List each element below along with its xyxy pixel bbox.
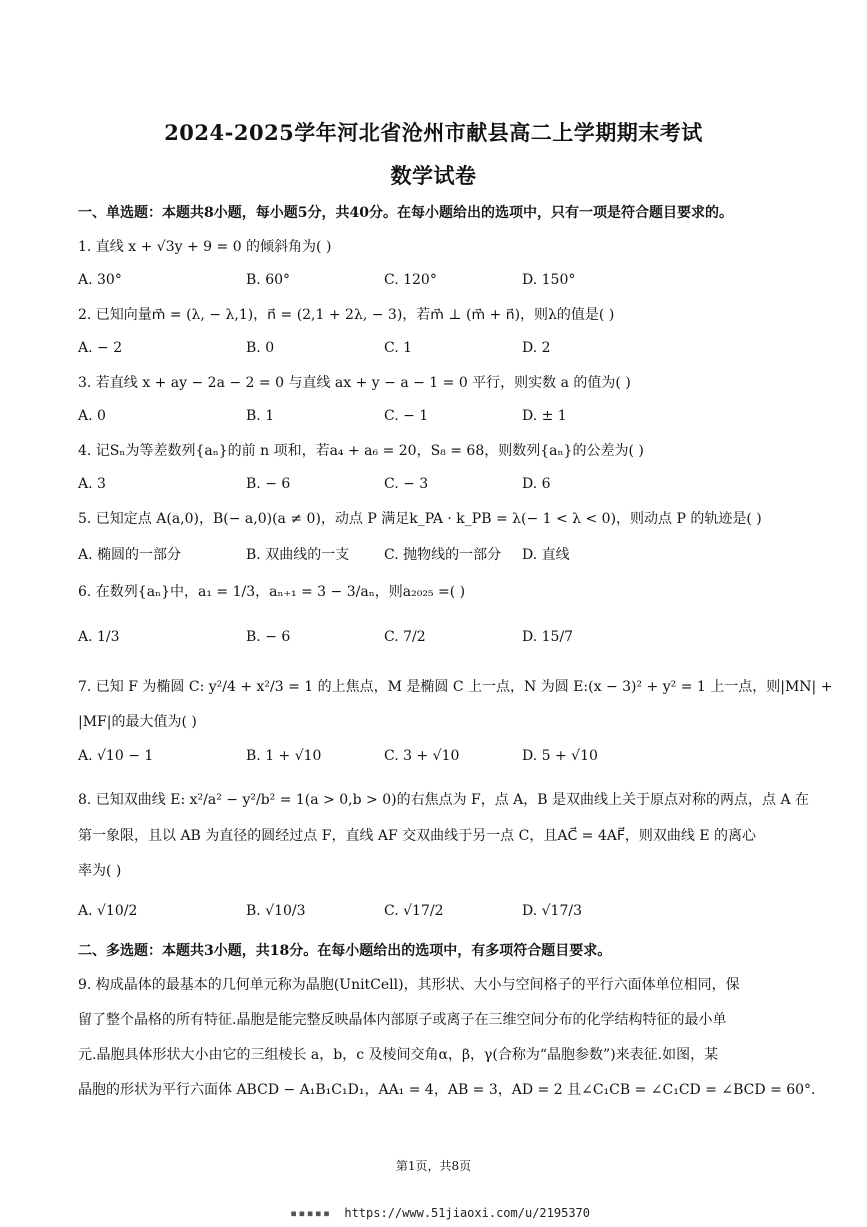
question-2-stem: 2. 已知向量m⃗ = (λ, − λ,1)，n⃗ = (2,1 + 2λ, − 3)，若m⃗ ⊥ (m⃗ + n⃗)，则λ的值是( ) — [78, 307, 615, 323]
q1-option-a: A. 30° — [78, 272, 122, 288]
question-4-stem: 4. 记Sₙ为等差数列{aₙ}的前 n 项和，若a₄ + a₆ = 20，S₈ = 68，则数列{aₙ}的公差为( ) — [78, 443, 644, 459]
question-6-stem: 6. 在数列{aₙ}中，a₁ = 1/3，aₙ₊₁ = 3 − 3/aₙ，则a₂₀₂₅ =( ) — [78, 584, 466, 600]
question-7-stem-line-2: |MF|的最大值为( ) — [78, 714, 197, 730]
q3-option-a: A. 0 — [78, 408, 106, 424]
q2-option-a: A. − 2 — [78, 340, 123, 356]
question-8-stem-line-3: 率为( ) — [78, 863, 122, 879]
section-multiple-choice-header: 二、多选题：本题共3小题，共18分。在每小题给出的选项中，有多项符合题目要求。 — [78, 943, 612, 959]
q6-option-c: C. 7/2 — [384, 629, 426, 645]
question-1-options — [78, 272, 793, 292]
q6-option-a: A. 1/3 — [78, 629, 120, 645]
q4-option-b: B. − 6 — [246, 476, 291, 492]
question-3-options — [78, 408, 793, 428]
watermark-url: https://www.51jiaoxi.com/u/2195370 — [344, 1206, 590, 1220]
question-6-options — [78, 629, 793, 649]
q2-option-b: B. 0 — [246, 340, 275, 356]
question-8-stem-line-1: 8. 已知双曲线 E: x²/a² − y²/b² = 1(a > 0,b > 0)的右焦点为 F，点 A，B 是双曲线上关于原点对称的两点，点 A 在 — [78, 792, 810, 808]
q8-option-d: D. √17/3 — [522, 903, 582, 919]
q2-option-d: D. 2 — [522, 340, 551, 356]
q1-option-d: D. 150° — [522, 272, 576, 288]
question-9-line-2: 留了整个晶格的所有特征.晶胞是能完整反映晶体内部原子或离子在三维空间分布的化学结构特征的最小单 — [78, 1012, 727, 1028]
q8-option-b: B. √10/3 — [246, 903, 306, 919]
q5-option-c: C. 抛物线的一部分 — [384, 547, 502, 563]
question-2-options — [78, 340, 793, 360]
q4-option-c: C. − 3 — [384, 476, 429, 492]
q7-option-c: C. 3 + √10 — [384, 748, 460, 764]
q3-option-c: C. − 1 — [384, 408, 429, 424]
q3-option-d: D. ± 1 — [522, 408, 567, 424]
q5-option-a: A. 椭圆的一部分 — [78, 547, 182, 563]
q8-option-c: C. √17/2 — [384, 903, 444, 919]
q3-option-b: B. 1 — [246, 408, 275, 424]
exam-title: 2024-2025学年河北省沧州市献县高二上学期期末考试 — [164, 120, 703, 145]
question-9-line-3: 元.晶胞具体形状大小由它的三组棱长 a，b，c 及棱间交角α，β，γ(合称为“晶胞参数”)来表征.如图，某 — [78, 1047, 719, 1063]
question-5-stem: 5. 已知定点 A(a,0)，B(− a,0)(a ≠ 0)，动点 P 满足k_PA · k_PB = λ(− 1 < λ < 0)，则动点 P 的轨迹是( ) — [78, 511, 762, 527]
question-7-stem-line-1: 7. 已知 F 为椭圆 C: y²/4 + x²/3 = 1 的上焦点，M 是椭圆 C 上一点，N 为圆 E:(x − 3)² + y² = 1 上一点，则|MN| + — [78, 679, 833, 695]
q1-option-b: B. 60° — [246, 272, 291, 288]
question-8-options — [78, 903, 793, 923]
q4-option-a: A. 3 — [78, 476, 106, 492]
q6-option-b: B. − 6 — [246, 629, 291, 645]
q7-option-d: D. 5 + √10 — [522, 748, 598, 764]
q1-option-c: C. 120° — [384, 272, 437, 288]
q5-option-d: D. 直线 — [522, 547, 570, 563]
question-7-options — [78, 748, 793, 768]
page-number-footer: 第1页，共8页 — [395, 1159, 472, 1173]
q7-option-a: A. √10 − 1 — [78, 748, 154, 764]
section-single-choice-header: 一、单选题：本题共8小题，每小题5分，共40分。在每小题给出的选项中，只有一项是符合题目要求的。 — [78, 205, 733, 221]
question-4-options — [78, 476, 793, 496]
question-8-stem-line-2: 第一象限，且以 AB 为直径的圆经过点 F，直线 AF 交双曲线于另一点 C，且AC⃗ = 4AF⃗，则双曲线 E 的离心 — [78, 828, 757, 844]
question-9-line-1: 9. 构成晶体的最基本的几何单元称为晶胞(UnitCell)，其形状、大小与空间格子的平行六面体单位相同，保 — [78, 977, 740, 993]
question-5-options — [78, 544, 793, 564]
q7-option-b: B. 1 + √10 — [246, 748, 322, 764]
source-watermark — [290, 1206, 590, 1220]
q8-option-a: A. √10/2 — [78, 903, 138, 919]
question-1-stem: 1. 直线 x + √3y + 9 = 0 的倾斜角为( ) — [78, 239, 332, 255]
watermark-logo-icon: ▪▪▪▪▪ — [290, 1206, 332, 1220]
q4-option-d: D. 6 — [522, 476, 551, 492]
q5-option-b: B. 双曲线的一支 — [246, 547, 350, 563]
question-9-line-4: 晶胞的形状为平行六面体 ABCD − A₁B₁C₁D₁，AA₁ = 4，AB = 3，AD = 2 且∠C₁CB = ∠C₁CD = ∠BCD = 60°. — [78, 1082, 816, 1098]
q2-option-c: C. 1 — [384, 340, 413, 356]
q6-option-d: D. 15/7 — [522, 629, 574, 645]
exam-subtitle: 数学试卷 — [390, 163, 477, 188]
question-3-stem: 3. 若直线 x + ay − 2a − 2 = 0 与直线 ax + y − a − 1 = 0 平行，则实数 a 的值为( ) — [78, 375, 631, 391]
